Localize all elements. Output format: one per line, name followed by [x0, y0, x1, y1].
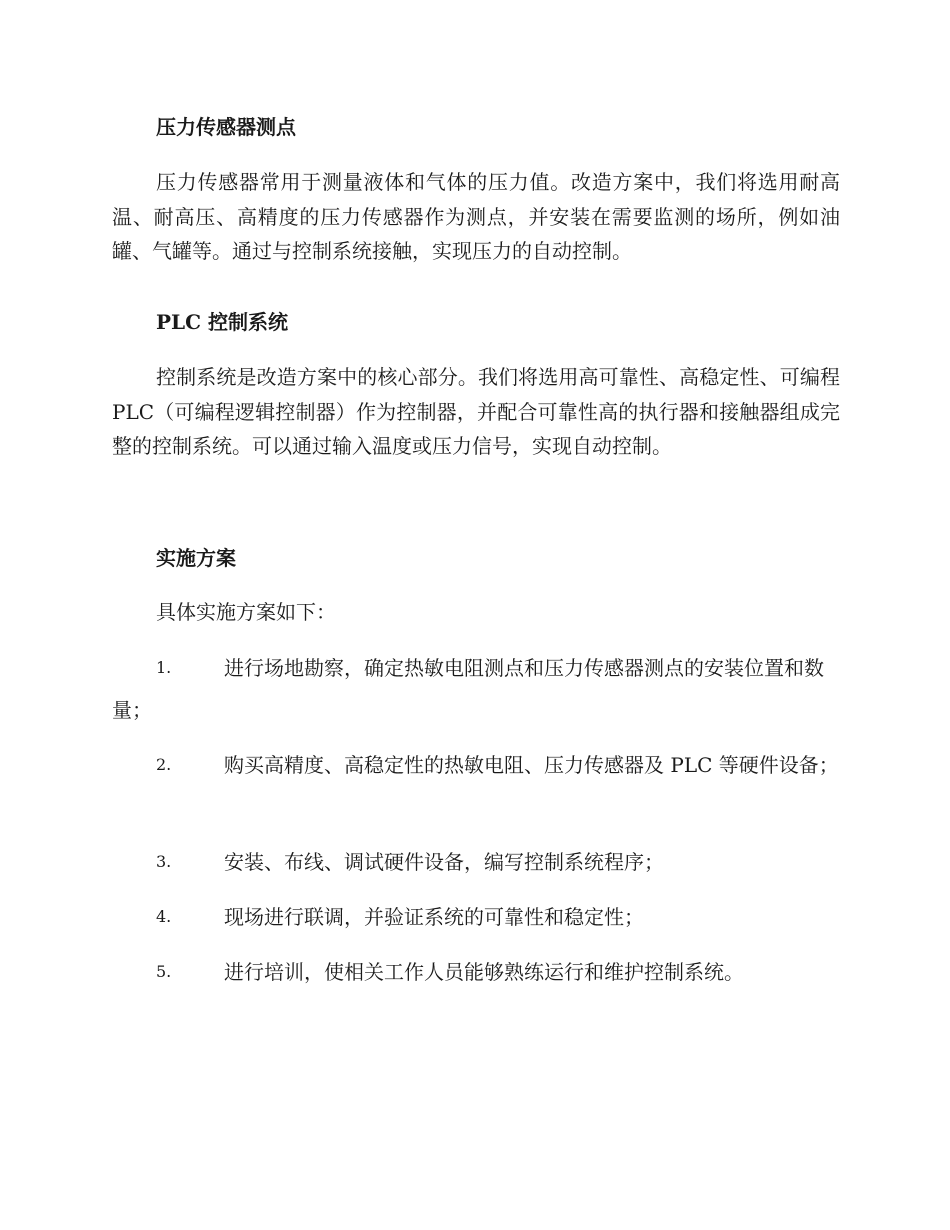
paragraph-implementation-intro: 具体实施方案如下： [156, 600, 336, 624]
paragraph-pressure-sensor: 压力传感器常用于测量液体和气体的压力值。改造方案中，我们将选用耐高温、耐高压、高精度的压力传感器作为测点，并安装在需要监测的场所，例如油罐、气罐等。通过与控制系统接触，实现压力的自动控制。 [112, 170, 840, 263]
section-heading-pressure-sensor: 压力传感器测点 [156, 115, 296, 139]
list-number: 2. [156, 755, 172, 774]
list-number: 4. [156, 907, 172, 926]
list-item-step-1 [112, 647, 840, 731]
list-text: 进行培训，使相关工作人员能够熟练运行和维护控制系统。 [224, 960, 744, 984]
list-text: 进行场地勘察，确定热敏电阻测点和压力传感器测点的安装位置和数量； [112, 656, 824, 722]
list-text: 安装、布线、调试硬件设备，编写控制系统程序； [224, 850, 664, 874]
list-number: 1. [156, 658, 172, 677]
list-item-step-3 [112, 841, 840, 883]
section-heading-implementation: 实施方案 [156, 546, 236, 570]
list-item-step-4 [112, 896, 840, 938]
paragraph-plc: 控制系统是改造方案中的核心部分。我们将选用高可靠性、高稳定性、可编程 PLC（可编程逻辑控制器）作为控制器，并配合可靠性高的执行器和接触器组成完整的控制系统。可以通过输入温度或压力信号，实现自动控制。 [112, 365, 840, 458]
list-text: 购买高精度、高稳定性的热敏电阻、压力传感器及 PLC 等硬件设备； [224, 753, 839, 777]
section-heading-plc: PLC 控制系统 [156, 310, 288, 334]
list-item-step-2 [112, 744, 840, 786]
list-text: 现场进行联调，并验证系统的可靠性和稳定性； [224, 905, 644, 929]
list-number: 3. [156, 852, 172, 871]
list-number: 5. [156, 962, 172, 981]
list-item-step-5 [112, 951, 840, 993]
